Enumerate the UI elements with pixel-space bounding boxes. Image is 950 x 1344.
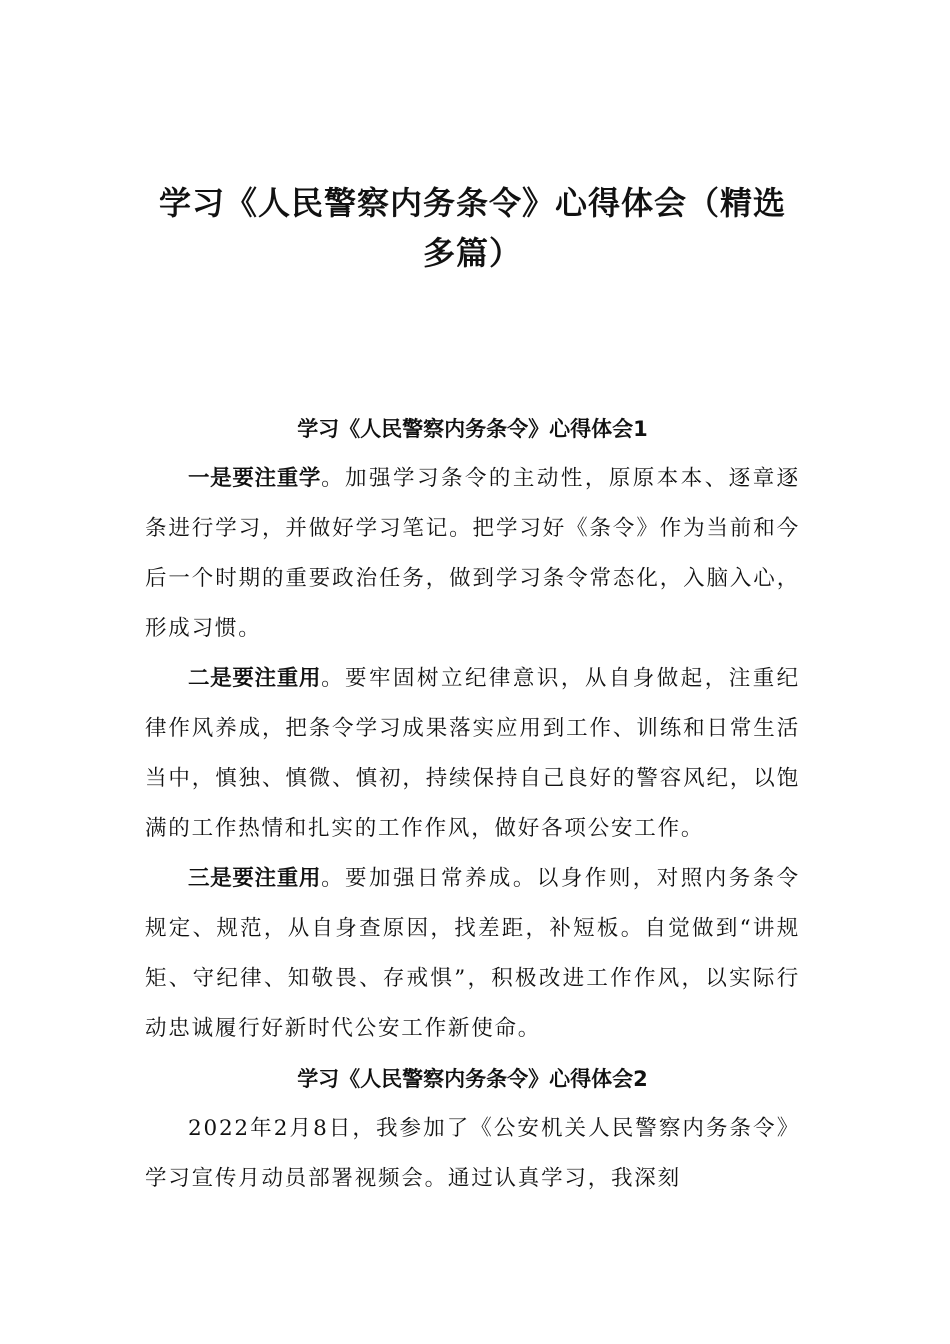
paragraph-lead: 三是要注重用 xyxy=(188,866,322,891)
paragraph-lead: 二是要注重用 xyxy=(188,666,322,691)
paragraph-lead: 一是要注重学 xyxy=(188,466,322,491)
paragraph-text: 2022年2月8日，我参加了《公安机关人民警察内务条令》学习宣传月动员部署视频会。通过认真学习，我深刻 xyxy=(145,1116,800,1191)
section-heading-1: 学习《人民警察内务条令》心得体会1 xyxy=(297,417,648,441)
paragraph-text: 。要加强日常养成。以身作则，对照内务条令规定、规范，从自身查原因，找差距，补短板。自觉做到“讲规矩、守纪律、知敬畏、存戒惧”，积极改进工作作风，以实际行动忠诚履行好新时代公安工作新使命。 xyxy=(145,866,800,1041)
document-page xyxy=(145,178,800,1204)
paragraph-1 xyxy=(145,454,800,654)
section-heading-2: 学习《人民警察内务条令》心得体会2 xyxy=(297,1067,648,1091)
paragraph-text: 。要牢固树立纪律意识，从自身做起，注重纪律作风养成，把条令学习成果落实应用到工作、训练和日常生活当中，慎独、慎微、慎初，持续保持自己良好的警容风纪，以饱满的工作热情和扎实的工作作风，做好各项公安工作。 xyxy=(145,666,800,841)
paragraph-3 xyxy=(145,854,800,1054)
paragraph-text: 。加强学习条令的主动性，原原本本、逐章逐条进行学习，并做好学习笔记。把学习好《条令》作为当前和今后一个时期的重要政治任务，做到学习条令常态化，入脑入心，形成习惯。 xyxy=(145,466,800,641)
paragraph-4 xyxy=(145,1104,800,1204)
paragraph-2 xyxy=(145,654,800,854)
document-title: 学习《人民警察内务条令》心得体会（精选多篇） xyxy=(158,184,786,272)
